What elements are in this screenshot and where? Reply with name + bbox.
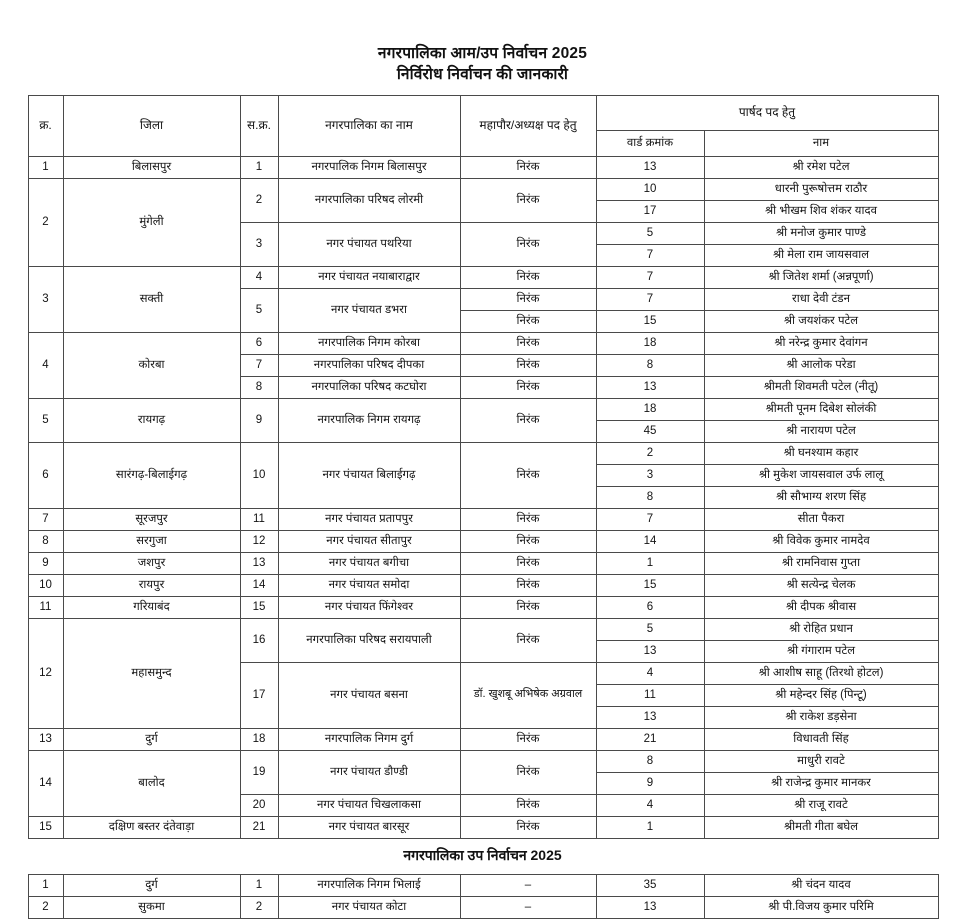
table-row — [28, 508, 938, 530]
cell-ward-number: 1 — [596, 552, 704, 574]
cell-district: बिलासपुर — [63, 156, 240, 178]
cell-ward-number: 14 — [596, 530, 704, 552]
cell-ward-number: 6 — [596, 596, 704, 618]
cell-district: दुर्ग — [63, 874, 240, 896]
cell-municipality: नगर पंचायत प्रतापपुर — [278, 508, 460, 530]
cell-ward-number: 7 — [596, 244, 704, 266]
cell-district: गरियाबंद — [63, 596, 240, 618]
cell-mayor-post: निरंक — [460, 376, 596, 398]
cell-mayor-post: निरंक — [460, 750, 596, 794]
cell-district: मुंगेली — [63, 178, 240, 266]
cell-councillor-name: श्री राजेन्द्र कुमार मानकर — [704, 772, 938, 794]
cell-mayor-post: निरंक — [460, 530, 596, 552]
cell-councillor-name: श्री दीपक श्रीवास — [704, 596, 938, 618]
cell-serial: 5 — [28, 398, 63, 442]
page-subtitle: निर्विरोध निर्वाचन की जानकारी — [396, 65, 569, 83]
cell-serial: 4 — [28, 332, 63, 398]
table-row — [28, 156, 938, 178]
col-header-municipality: नगरपालिका का नाम — [278, 95, 460, 156]
table-row — [28, 728, 938, 750]
table-row — [28, 332, 938, 354]
cell-mayor-post: निरंक — [460, 574, 596, 596]
cell-serial: 2 — [28, 896, 63, 918]
table-row — [28, 266, 938, 288]
cell-councillor-name: श्रीमती शिवमती पटेल (नीतू) — [704, 376, 938, 398]
cell-ward-number: 17 — [596, 200, 704, 222]
cell-sub-serial: 12 — [240, 530, 278, 552]
cell-mayor-post: – — [460, 896, 596, 918]
cell-serial: 15 — [28, 816, 63, 838]
cell-councillor-name: श्री जयशंकर पटेल — [704, 310, 938, 332]
cell-sub-serial: 2 — [240, 178, 278, 222]
cell-municipality: नगर पंचायत डभरा — [278, 288, 460, 332]
page-title: नगरपालिका आम/उप निर्वाचन 2025 — [377, 45, 588, 62]
cell-mayor-post: निरंक — [460, 354, 596, 376]
cell-councillor-name: श्री महेन्दर सिंह (पिन्टू) — [704, 684, 938, 706]
cell-councillor-name: श्री सौभाग्य शरण सिंह — [704, 486, 938, 508]
cell-ward-number: 7 — [596, 508, 704, 530]
col-header-district: जिला — [63, 95, 240, 156]
table-row — [28, 574, 938, 596]
cell-ward-number: 15 — [596, 310, 704, 332]
cell-sub-serial: 21 — [240, 816, 278, 838]
cell-serial: 8 — [28, 530, 63, 552]
cell-serial: 3 — [28, 266, 63, 332]
cell-serial: 14 — [28, 750, 63, 816]
cell-ward-number: 21 — [596, 728, 704, 750]
cell-sub-serial: 1 — [240, 874, 278, 896]
cell-sub-serial: 11 — [240, 508, 278, 530]
cell-ward-number: 18 — [596, 398, 704, 420]
cell-councillor-name: श्री नरेन्द्र कुमार देवांगन — [704, 332, 938, 354]
cell-serial: 13 — [28, 728, 63, 750]
cell-ward-number: 7 — [596, 266, 704, 288]
cell-councillor-name: श्री मेला राम जायसवाल — [704, 244, 938, 266]
cell-sub-serial: 9 — [240, 398, 278, 442]
cell-mayor-post: – — [460, 874, 596, 896]
cell-councillor-name: माधुरी रावटे — [704, 750, 938, 772]
cell-ward-number: 7 — [596, 288, 704, 310]
cell-serial: 10 — [28, 574, 63, 596]
cell-sub-serial: 10 — [240, 442, 278, 508]
cell-mayor-post: निरंक — [460, 618, 596, 662]
cell-mayor-post: निरंक — [460, 442, 596, 508]
cell-mayor-post: निरंक — [460, 222, 596, 266]
cell-councillor-name: श्रीमती पूनम दिबेश सोलंकी — [704, 398, 938, 420]
cell-mayor-post: निरंक — [460, 552, 596, 574]
cell-councillor-name: श्री आलोक परेडा — [704, 354, 938, 376]
cell-municipality: नगर पंचायत बसना — [278, 662, 460, 728]
cell-ward-number: 5 — [596, 222, 704, 244]
cell-sub-serial: 13 — [240, 552, 278, 574]
cell-ward-number: 5 — [596, 618, 704, 640]
cell-councillor-name: श्री आशीष साहू (तिरथो होटल) — [704, 662, 938, 684]
cell-mayor-post: डॉ. खुशबू अभिषेक अग्रवाल — [460, 662, 596, 728]
cell-municipality: नगर पंचायत समोदा — [278, 574, 460, 596]
cell-sub-serial: 17 — [240, 662, 278, 728]
page-title-block — [0, 0, 965, 86]
cell-councillor-name: धारनी पुरूषोत्तम राठौर — [704, 178, 938, 200]
cell-ward-number: 8 — [596, 750, 704, 772]
cell-serial: 1 — [28, 156, 63, 178]
cell-mayor-post: निरंक — [460, 288, 596, 310]
cell-municipality: नगरपालिक निगम भिलाई — [278, 874, 460, 896]
cell-district: रायगढ़ — [63, 398, 240, 442]
table-row — [28, 750, 938, 772]
cell-municipality: नगर पंचायत बारसूर — [278, 816, 460, 838]
cell-district: सारंगढ़-बिलाईगढ़ — [63, 442, 240, 508]
cell-mayor-post: निरंक — [460, 178, 596, 222]
cell-sub-serial: 3 — [240, 222, 278, 266]
cell-councillor-name: विधावती सिंह — [704, 728, 938, 750]
cell-ward-number: 13 — [596, 640, 704, 662]
cell-ward-number: 10 — [596, 178, 704, 200]
cell-mayor-post: निरंक — [460, 728, 596, 750]
cell-mayor-post: निरंक — [460, 266, 596, 288]
cell-sub-serial: 2 — [240, 896, 278, 918]
cell-councillor-name: श्री मनोज कुमार पाण्डे — [704, 222, 938, 244]
cell-district: सूरजपुर — [63, 508, 240, 530]
cell-councillor-name: श्री राकेश डड़सेना — [704, 706, 938, 728]
cell-sub-serial: 16 — [240, 618, 278, 662]
cell-councillor-name: राधा देवी टंडन — [704, 288, 938, 310]
uncontested-election-table — [28, 95, 939, 839]
table-row — [28, 530, 938, 552]
cell-ward-number: 4 — [596, 662, 704, 684]
cell-municipality: नगरपालिक निगम दुर्ग — [278, 728, 460, 750]
cell-sub-serial: 8 — [240, 376, 278, 398]
table-body — [28, 156, 938, 838]
table-row — [28, 398, 938, 420]
cell-ward-number: 13 — [596, 706, 704, 728]
cell-district: सक्ती — [63, 266, 240, 332]
col-header-sub-serial: स.क्र. — [240, 95, 278, 156]
cell-district: रायपुर — [63, 574, 240, 596]
cell-municipality: नगर पंचायत पथरिया — [278, 222, 460, 266]
cell-serial: 12 — [28, 618, 63, 728]
cell-district: दक्षिण बस्तर दंतेवाड़ा — [63, 816, 240, 838]
cell-councillor-name: श्री रामनिवास गुप्ता — [704, 552, 938, 574]
col-header-mayor-post: महापौर/अध्यक्ष पद हेतु — [460, 95, 596, 156]
cell-serial: 6 — [28, 442, 63, 508]
cell-municipality: नगर पंचायत नयाबाराद्वार — [278, 266, 460, 288]
cell-serial: 9 — [28, 552, 63, 574]
cell-councillor-name: श्री रोहित प्रधान — [704, 618, 938, 640]
cell-district: बालोद — [63, 750, 240, 816]
cell-ward-number: 45 — [596, 420, 704, 442]
cell-mayor-post: निरंक — [460, 156, 596, 178]
cell-councillor-name: श्री मुकेश जायसवाल उर्फ लालू — [704, 464, 938, 486]
cell-ward-number: 13 — [596, 156, 704, 178]
by-election-table-row — [28, 874, 938, 896]
cell-municipality: नगरपालिक निगम रायगढ़ — [278, 398, 460, 442]
cell-serial: 11 — [28, 596, 63, 618]
cell-municipality: नगर पंचायत बिलाईगढ़ — [278, 442, 460, 508]
cell-mayor-post: निरंक — [460, 398, 596, 442]
cell-ward-number: 1 — [596, 816, 704, 838]
table-row — [28, 596, 938, 618]
cell-mayor-post: निरंक — [460, 794, 596, 816]
cell-sub-serial: 18 — [240, 728, 278, 750]
cell-mayor-post: निरंक — [460, 816, 596, 838]
cell-sub-serial: 14 — [240, 574, 278, 596]
cell-municipality: नगर पंचायत सीतापुर — [278, 530, 460, 552]
table-row — [28, 442, 938, 464]
cell-municipality: नगरपालिका परिषद दीपका — [278, 354, 460, 376]
by-election-table-wrapper — [28, 874, 938, 919]
cell-sub-serial: 20 — [240, 794, 278, 816]
cell-ward-number: 9 — [596, 772, 704, 794]
table-row — [28, 618, 938, 640]
by-election-table — [28, 874, 939, 919]
table-row — [28, 552, 938, 574]
col-header-councillor-name: नाम — [704, 130, 938, 156]
cell-sub-serial: 19 — [240, 750, 278, 794]
cell-district: दुर्ग — [63, 728, 240, 750]
cell-councillor-name: श्री जितेश शर्मा (अन्नपूर्णा) — [704, 266, 938, 288]
cell-councillor-name: श्री चंदन यादव — [704, 874, 938, 896]
cell-councillor-name: सीता पैकरा — [704, 508, 938, 530]
cell-municipality: नगर पंचायत बगीचा — [278, 552, 460, 574]
cell-sub-serial: 1 — [240, 156, 278, 178]
cell-ward-number: 2 — [596, 442, 704, 464]
cell-municipality: नगर पंचायत चिखलाकसा — [278, 794, 460, 816]
by-election-table-body — [28, 874, 938, 918]
table-row — [28, 178, 938, 200]
cell-sub-serial: 5 — [240, 288, 278, 332]
cell-ward-number: 11 — [596, 684, 704, 706]
cell-district: जशपुर — [63, 552, 240, 574]
cell-municipality: नगरपालिका परिषद सरायपाली — [278, 618, 460, 662]
by-election-table-row — [28, 896, 938, 918]
cell-ward-number: 18 — [596, 332, 704, 354]
table-row — [28, 816, 938, 838]
cell-ward-number: 4 — [596, 794, 704, 816]
cell-district: सरगुजा — [63, 530, 240, 552]
cell-serial: 1 — [28, 874, 63, 896]
cell-municipality: नगरपालिका परिषद लोरमी — [278, 178, 460, 222]
cell-councillor-name: श्री पी.विजय कुमार परिमि — [704, 896, 938, 918]
table-header — [28, 95, 938, 156]
cell-councillor-name: श्री घनश्याम कहार — [704, 442, 938, 464]
cell-municipality: नगरपालिका परिषद कटघोरा — [278, 376, 460, 398]
cell-councillor-name: श्री सत्येन्द्र चेलक — [704, 574, 938, 596]
cell-ward-number: 13 — [596, 376, 704, 398]
cell-municipality: नगरपालिक निगम बिलासपुर — [278, 156, 460, 178]
cell-ward-number: 8 — [596, 486, 704, 508]
col-header-ward-number: वार्ड क्रमांक — [596, 130, 704, 156]
cell-councillor-name: श्री भीखम शिव शंकर यादव — [704, 200, 938, 222]
cell-municipality: नगरपालिक निगम कोरबा — [278, 332, 460, 354]
cell-municipality: नगर पंचायत डौण्डी — [278, 750, 460, 794]
cell-ward-number: 35 — [596, 874, 704, 896]
cell-serial: 7 — [28, 508, 63, 530]
main-table-wrapper — [28, 95, 938, 839]
cell-district: कोरबा — [63, 332, 240, 398]
col-header-councillor-group: पार्षद पद हेतु — [596, 95, 938, 130]
cell-sub-serial: 6 — [240, 332, 278, 354]
cell-ward-number: 3 — [596, 464, 704, 486]
cell-councillor-name: श्री नारायण पटेल — [704, 420, 938, 442]
cell-sub-serial: 7 — [240, 354, 278, 376]
cell-municipality: नगर पंचायत फिंगेश्वर — [278, 596, 460, 618]
cell-sub-serial: 4 — [240, 266, 278, 288]
cell-sub-serial: 15 — [240, 596, 278, 618]
cell-serial: 2 — [28, 178, 63, 266]
cell-councillor-name: श्री राजू रावटे — [704, 794, 938, 816]
cell-councillor-name: श्री गंगाराम पटेल — [704, 640, 938, 662]
cell-mayor-post: निरंक — [460, 310, 596, 332]
cell-councillor-name: श्री विवेक कुमार नामदेव — [704, 530, 938, 552]
cell-mayor-post: निरंक — [460, 508, 596, 530]
col-header-serial: क्र. — [28, 95, 63, 156]
cell-district: महासमुन्द — [63, 618, 240, 728]
cell-mayor-post: निरंक — [460, 332, 596, 354]
cell-mayor-post: निरंक — [460, 596, 596, 618]
cell-ward-number: 13 — [596, 896, 704, 918]
cell-district: सुकमा — [63, 896, 240, 918]
cell-municipality: नगर पंचायत कोटा — [278, 896, 460, 918]
by-election-title: नगरपालिका उप निर्वाचन 2025 — [403, 846, 562, 863]
cell-ward-number: 15 — [596, 574, 704, 596]
cell-ward-number: 8 — [596, 354, 704, 376]
cell-councillor-name: श्री रमेश पटेल — [704, 156, 938, 178]
cell-councillor-name: श्रीमती गीता बघेल — [704, 816, 938, 838]
